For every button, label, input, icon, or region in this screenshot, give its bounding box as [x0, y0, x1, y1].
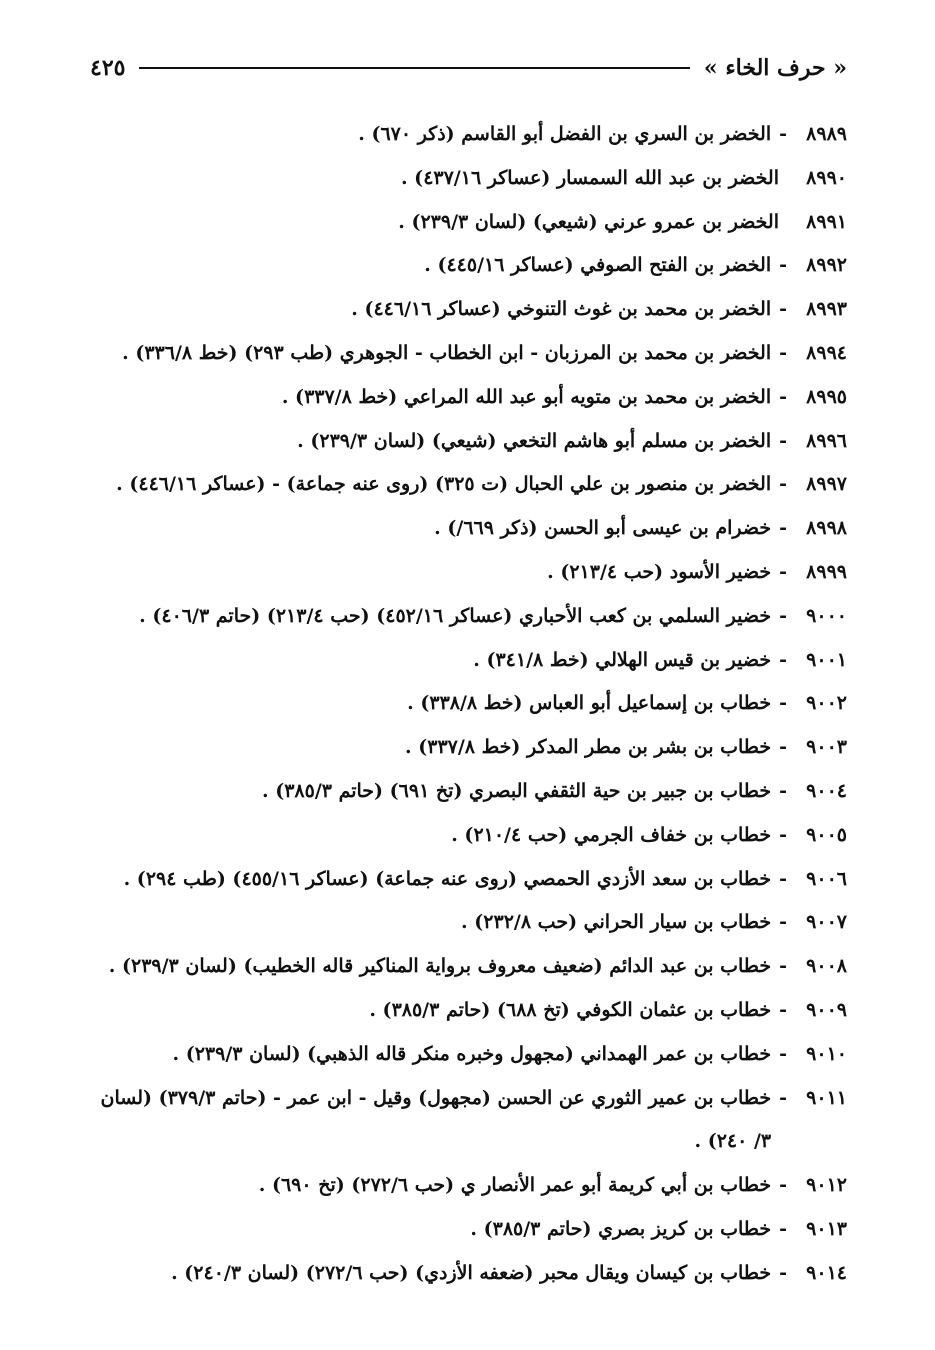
list-item — [82, 1208, 847, 1252]
entry-text: خطاب بن خفاف الجرمي (حب ٢١٠/٤) . — [451, 823, 772, 846]
entry-number: ٩٠٠٧ — [806, 911, 847, 934]
entry-number: ٩٠٠٢ — [806, 692, 847, 715]
page-header — [90, 48, 847, 88]
list-item — [82, 682, 847, 726]
entry-number: ٩٠٠٣ — [806, 736, 847, 759]
list-item — [82, 332, 847, 376]
entry-separator: - — [779, 1086, 787, 1109]
entry-text: خطاب بن جبير بن حية الثقفي البصري (تخ ٦٩١) (حاتم ٣٨٥/٣) . — [261, 779, 772, 802]
entry-number: ٨٩٩٢ — [806, 254, 847, 277]
entry-number: ٩٠١٣ — [806, 1217, 847, 1240]
entry-text: خطاب بن عمر الهمداني (مجهول وخبره منكر قاله الذهبي) (لسان ٢٣٩/٣) . — [172, 1042, 772, 1065]
entry-number: ٩٠٠٤ — [806, 779, 847, 802]
entry-number: ٩٠١٠ — [806, 1042, 847, 1065]
entry-number: ٩٠٠١ — [806, 648, 847, 671]
entry-number: ٨٩٩٧ — [806, 473, 847, 496]
entry-text: الخضر بن عبد الله السمسار (عساكر ٤٣٧/١٦) . — [400, 166, 779, 189]
entry-separator: - — [779, 604, 787, 627]
entry-number: ٩٠١٤ — [806, 1261, 847, 1284]
list-item — [82, 244, 847, 288]
entry-separator: - — [779, 1217, 787, 1240]
entry-separator: - — [779, 473, 787, 496]
list-item — [82, 858, 847, 902]
entry-separator: - — [779, 911, 787, 934]
entry-separator: - — [779, 692, 787, 715]
entry-separator: - — [779, 823, 787, 846]
entry-separator: - — [779, 867, 787, 890]
entry-separator: - — [779, 429, 787, 452]
entry-text: خطاب بن عثمان الكوفي (تخ ٦٨٨) (حاتم ٣٨٥/٣) . — [369, 998, 772, 1021]
entry-separator: - — [779, 1174, 787, 1197]
entry-number: ٨٩٩٥ — [806, 385, 847, 408]
entry-separator: - — [779, 736, 787, 759]
list-item — [82, 945, 847, 989]
entry-number: ٨٩٩٣ — [806, 298, 847, 321]
list-item — [82, 726, 847, 770]
entry-separator: - — [779, 298, 787, 321]
entry-separator: - — [779, 560, 787, 583]
list-item — [82, 595, 847, 639]
entry-separator: - — [779, 648, 787, 671]
entry-text: خضرام بن عيسى أبو الحسن (ذكر ٦٦٩/) . — [434, 517, 772, 540]
entry-text: خطاب بن عبد الدائم (ضعيف معروف برواية المناكير قاله الخطيب) (لسان ٢٣٩/٣) . — [108, 955, 772, 978]
entry-text: خطاب بن سيار الحراني (حب ٢٣٢/٨) . — [461, 911, 772, 934]
list-item — [82, 507, 847, 551]
entry-number: ٨٩٩١ — [806, 210, 847, 233]
entry-separator: - — [779, 1042, 787, 1065]
entry-number: ٨٩٩٦ — [806, 429, 847, 452]
header-rule — [139, 67, 689, 69]
list-item — [82, 901, 847, 945]
entry-text: الخضر بن عمرو عرني (شيعي) (لسان ٢٣٩/٣) . — [398, 210, 779, 233]
list-item — [82, 551, 847, 595]
list-item — [82, 639, 847, 683]
entry-text: خطاب بن كيسان ويقال محبر (ضعفه الأزدي) (حب ٢٧٢/٦) (لسان ٢٤٠/٣) . — [171, 1261, 772, 1284]
list-item — [82, 1077, 847, 1165]
entry-number: ٨٩٨٩ — [806, 123, 847, 145]
entry-separator: - — [779, 123, 787, 145]
entry-list — [82, 113, 847, 1296]
list-item — [82, 420, 847, 464]
entry-separator: - — [779, 254, 787, 277]
entry-text: خطاب بن عمير الثوري عن الحسن (مجهول) وقيل - ابن عمر - (حاتم ٣٧٩/٣) (لسان ٣/ ٢٤٠) . — [100, 1086, 772, 1153]
entry-separator: - — [779, 517, 787, 540]
entry-text: الخضر بن منصور بن علي الحبال (ت ٣٢٥) (روى عنه جماعة) - (عساكر ٤٤٦/١٦) . — [116, 473, 772, 496]
entry-text: الخضر بن مسلم أبو هاشم التخعي (شيعي) (لسان ٢٣٩/٣) . — [297, 429, 772, 452]
list-item — [82, 463, 847, 507]
list-item — [82, 770, 847, 814]
entry-separator: - — [779, 341, 787, 364]
entry-separator: - — [779, 779, 787, 802]
entry-number: ٨٩٩٨ — [806, 517, 847, 540]
entry-number: ٨٩٩٩ — [806, 560, 847, 583]
list-item — [82, 113, 847, 157]
entry-text: خطاب بن كريز بصري (حاتم ٣٨٥/٣) . — [470, 1217, 772, 1240]
page-number: ٤٢٥ — [90, 55, 126, 81]
list-item — [82, 376, 847, 420]
entry-text: خطاب بن أبي كريمة أبو عمر الأنصار ي (حب ٢٧٢/٦) (تخ ٦٩٠) . — [258, 1174, 772, 1197]
list-item — [82, 989, 847, 1033]
list-item — [82, 814, 847, 858]
entry-text: الخضر بن محمد بن غوث التنوخي (عساكر ٤٤٦/١٦) . — [351, 298, 772, 321]
entry-number: ٩٠٠٦ — [806, 867, 847, 890]
entry-text: الخضر بن الفتح الصوفي (عساكر ٤٤٥/١٦) . — [424, 254, 772, 277]
entry-text: خضير بن قيس الهلالي (خط ٣٤١/٨) . — [473, 648, 772, 671]
entry-number: ٩٠١١ — [806, 1086, 847, 1109]
entry-number: ٨٩٩٠ — [806, 166, 847, 189]
entry-text: الخضر بن محمد بن المرزبان - ابن الخطاب - الجوهري (طب ٢٩٣) (خط ٣٣٦/٨) . — [122, 341, 772, 364]
list-item — [82, 157, 847, 201]
entry-text: خضير الأسود (حب ٢١٣/٤) . — [547, 560, 772, 583]
entry-separator: - — [779, 1261, 787, 1284]
entry-number: ٩٠٠٠ — [806, 604, 847, 627]
list-item — [82, 201, 847, 245]
list-item — [82, 288, 847, 332]
entry-separator: - — [779, 385, 787, 408]
entry-text: خطاب بن بشر بن مطر المدكر (خط ٣٣٧/٨) . — [405, 736, 772, 759]
entry-text: الخضر بن السري بن الفضل أبو القاسم (ذكر ٦٧٠) . — [358, 123, 772, 145]
entry-separator: - — [779, 998, 787, 1021]
entry-number: ٩٠١٢ — [806, 1174, 847, 1197]
entry-text: خطاب بن سعد الأزدي الحمصي (روى عنه جماعة) (عساكر ٤٥٥/١٦) (طب ٢٩٤) . — [123, 867, 772, 890]
list-item — [82, 1033, 847, 1077]
running-title: « حرف الخاء » — [703, 55, 847, 81]
entry-text: الخضر بن محمد بن متويه أبو عبد الله المراعي (خط ٣٣٧/٨) . — [281, 385, 772, 408]
entry-number: ٨٩٩٤ — [806, 341, 847, 364]
list-item — [82, 1164, 847, 1208]
entry-text: خضير السلمي بن كعب الأحباري (عساكر ٤٥٢/١٦) (حب ٢١٣/٤) (حاتم ٤٠٦/٣) . — [139, 604, 772, 627]
list-item — [82, 1252, 847, 1296]
entry-separator: - — [779, 955, 787, 978]
entry-number: ٩٠٠٥ — [806, 823, 847, 846]
entry-number: ٩٠٠٩ — [806, 998, 847, 1021]
entry-number: ٩٠٠٨ — [806, 955, 847, 978]
entry-text: خطاب بن إسماعيل أبو العباس (خط ٣٣٨/٨) . — [407, 692, 772, 715]
